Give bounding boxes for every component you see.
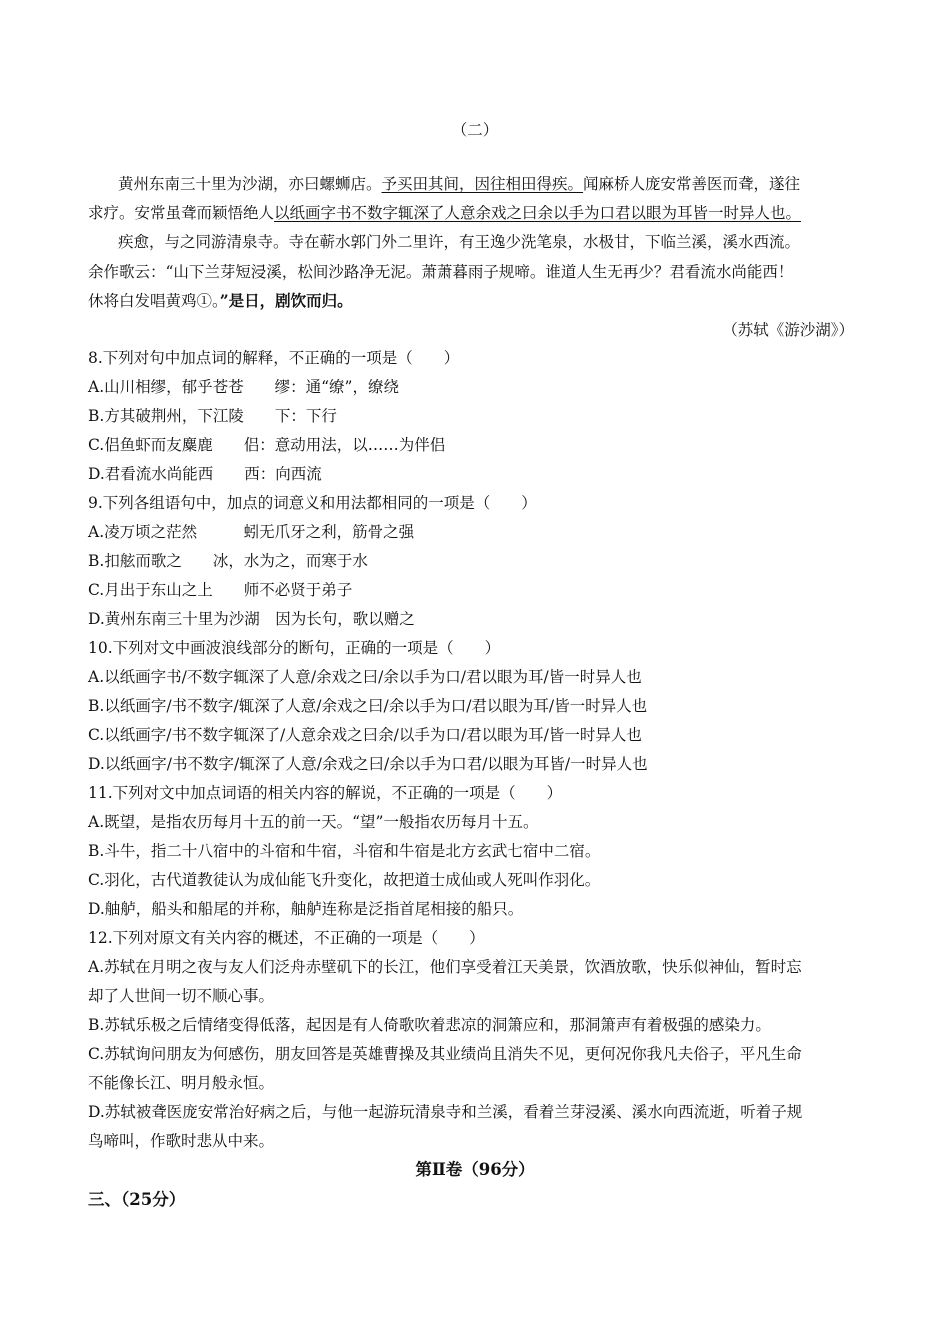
passage-text: 求疗。安常虽聋而颖悟绝人 xyxy=(88,204,275,222)
section-marker: （二） xyxy=(451,121,499,139)
passage-line: 余作歌云：“山下兰芽短浸溪，松间沙路净无泥。萧萧暮雨子规啼。谁道人生无再少？君看流水尚能西！ xyxy=(88,263,794,281)
passage-line xyxy=(88,203,801,223)
option-d: D.黄州东南三十里为沙湖 因为长句，歌以赠之 xyxy=(88,610,415,628)
passage-line xyxy=(88,291,353,311)
wavy-underlined-sentence: 以纸画字书不数字辄深了人意余戏之曰余以手为口君以眼为耳皆一时异人也。 xyxy=(274,204,802,222)
option-c: C.月出于东山之上 师不必贤于弟子 xyxy=(88,581,353,599)
passage-text: 黄州东南三十里为沙湖，亦曰螺蛳店。 xyxy=(118,175,382,193)
option-a: A.凌万顷之茫然 蚓无爪牙之利，筋骨之强 xyxy=(88,523,415,541)
option-d: D.以纸画字/书不数字/辄深了人意/余戏之曰/余以手为口君/以眼为耳皆/一时异人也 xyxy=(88,755,648,773)
question-stem: 8.下列对句中加点词的解释，不正确的一项是（ ） xyxy=(88,349,460,367)
question-stem: 10.下列对文中画波浪线部分的断句，正确的一项是（ ） xyxy=(88,639,501,657)
option-a: A.山川相缪，郁乎苍苍 缪：通“缭”，缭绕 xyxy=(88,378,399,396)
passage-text-bold: ”是日，剧饮而归。 xyxy=(219,291,353,310)
option-d-continued: 鸟啼叫，作歌时悲从中来。 xyxy=(88,1132,275,1150)
passage-line: 疾愈，与之同游清泉寺。寺在蕲水郭门外二里许，有王逸少洗笔泉，水极甘，下临兰溪，溪水西流。 xyxy=(118,233,801,251)
option-d: D.君看流水尚能西 西：向西流 xyxy=(88,465,322,483)
option-c-continued: 不能像长江、明月般永恒。 xyxy=(88,1074,275,1092)
passage-source: （苏轼《游沙湖》） xyxy=(722,321,854,339)
option-b: B.方其破荆州，下江陵 下：下行 xyxy=(88,407,337,425)
option-a: A.既望，是指农历每月十五的前一天。“望”一般指农历每月十五。 xyxy=(88,813,539,831)
option-c: C.以纸画字/书不数字辄深了/人意余戏之曰余/以手为口/君以眼为耳/皆一时异人也 xyxy=(88,726,642,744)
option-c: C.羽化，古代道教徒认为成仙能飞升变化，故把道士成仙或人死叫作羽化。 xyxy=(88,871,601,889)
underlined-sentence: 予买田其间，因往相田得疾。 xyxy=(381,175,584,193)
option-c: C.苏轼询问朋友为何感伤，朋友回答是英雄曹操及其业绩尚且消失不见，更何况你我凡夫俗子，平凡生命 xyxy=(88,1045,802,1063)
passage-text: 休将白发唱黄鸡①。 xyxy=(88,292,220,310)
option-b: B.苏轼乐极之后情绪变得低落，起因是有人倚歌吹着悲凉的洞箫应和，那洞箫声有着极强的感染力。 xyxy=(88,1016,771,1034)
option-d: D.苏轼被聋医庞安常治好病之后，与他一起游玩清泉寺和兰溪，看着兰芽浸溪、溪水向西流逝，听着子规 xyxy=(88,1103,803,1121)
part-heading: 第Ⅱ卷（96分） xyxy=(415,1160,535,1179)
option-a-continued: 却了人世间一切不顺心事。 xyxy=(88,987,275,1005)
question-stem: 11.下列对文中加点词语的相关内容的解说，不正确的一项是（ ） xyxy=(88,784,563,802)
option-d: D.舳舻，船头和船尾的并称，舳舻连称是泛指首尾相接的船只。 xyxy=(88,900,524,918)
option-b: B.扣舷而歌之 冰，水为之，而寒于水 xyxy=(88,552,368,570)
question-stem: 9.下列各组语句中，加点的词意义和用法都相同的一项是（ ） xyxy=(88,494,537,512)
question-stem: 12.下列对原文有关内容的概述，不正确的一项是（ ） xyxy=(88,929,485,947)
section-heading: 三、（25分） xyxy=(88,1190,186,1209)
option-a: A.以纸画字书/不数字辄深了人意/余戏之曰/余以手为口/君以眼为耳/皆一时异人也 xyxy=(88,668,642,686)
option-b: B.以纸画字/书不数字/辄深了人意/余戏之曰/余以手为口/君以眼为耳/皆一时异人也 xyxy=(88,697,648,715)
passage-text: 闻麻桥人庞安常善医而聋，遂往 xyxy=(583,175,801,193)
option-c: C.侣鱼虾而友麋鹿 侣：意动用法，以……为伴侣 xyxy=(88,436,446,454)
passage-line xyxy=(118,174,800,194)
option-b: B.斗牛，指二十八宿中的斗宿和牛宿，斗宿和牛宿是北方玄武七宿中二宿。 xyxy=(88,842,601,860)
option-a: A.苏轼在月明之夜与友人们泛舟赤壁矶下的长江，他们享受着江天美景，饮酒放歌，快乐似神仙，暂时忘 xyxy=(88,958,802,976)
